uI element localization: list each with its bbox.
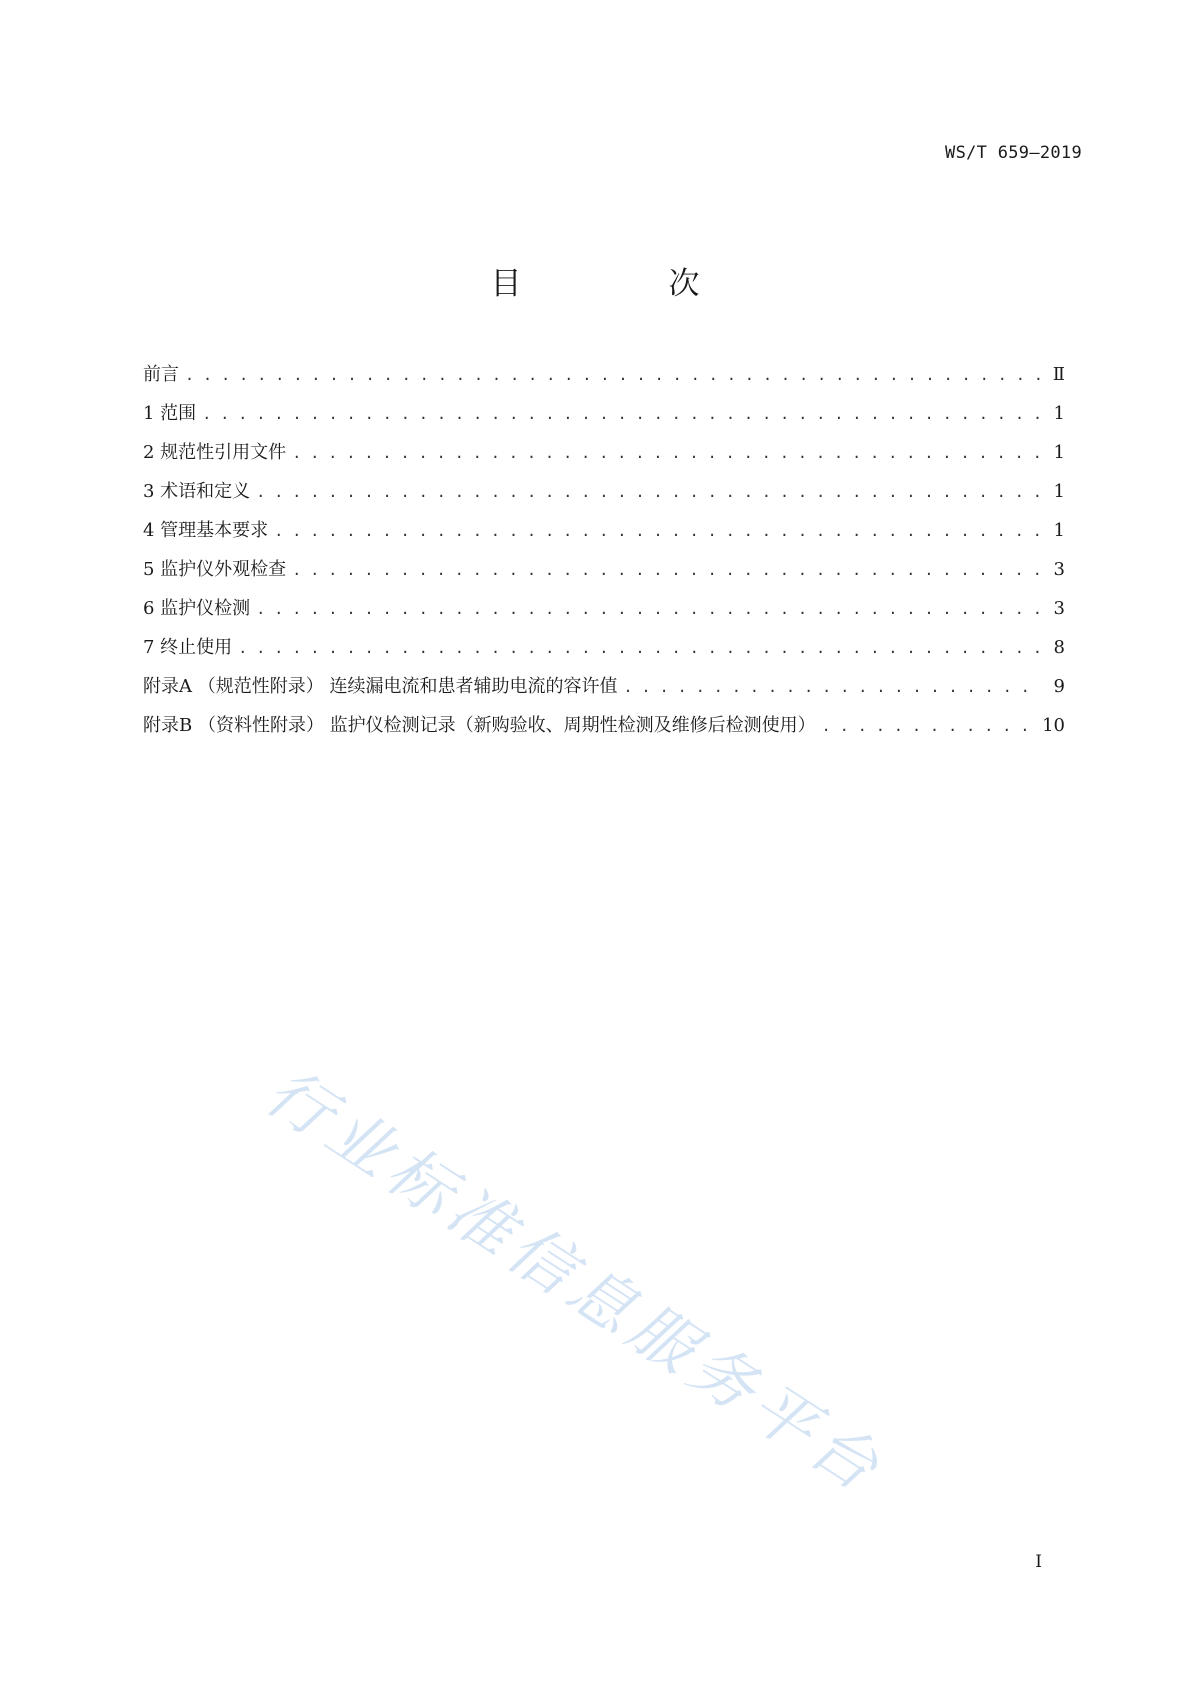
toc-entry-page: 1 (1053, 442, 1065, 463)
toc-entry-page: 10 (1042, 715, 1065, 736)
toc-entry-label: 1 范围 (143, 403, 197, 424)
toc-entry-foreword[interactable] (143, 360, 1065, 399)
table-of-contents (143, 360, 1065, 750)
toc-entry-appendix-b[interactable] (143, 711, 1065, 750)
toc-entry-terms-definitions[interactable] (143, 477, 1065, 516)
toc-entry-page: 9 (1053, 676, 1065, 697)
toc-leader-dots (822, 717, 1036, 735)
toc-leader-dots (185, 366, 1041, 384)
toc-title: 目 次 (490, 266, 758, 302)
page-number: I (1035, 1552, 1042, 1572)
toc-entry-page: 1 (1053, 481, 1065, 502)
toc-leader-dots (256, 600, 1041, 618)
toc-entry-page: 1 (1053, 403, 1065, 424)
toc-entry-basic-requirements[interactable] (143, 516, 1065, 555)
toc-entry-label: 7 终止使用 (143, 637, 233, 658)
toc-entry-monitor-testing[interactable] (143, 594, 1065, 633)
toc-leader-dots (238, 639, 1041, 657)
toc-entry-label: 4 管理基本要求 (143, 520, 269, 541)
watermark: 行业标准信息服务平台 (252, 1055, 897, 1510)
standard-code: WS/T 659—2019 (945, 143, 1082, 163)
toc-entry-label: 3 术语和定义 (143, 481, 251, 502)
toc-leader-dots (623, 678, 1041, 696)
toc-entry-page: 8 (1053, 637, 1065, 658)
toc-entry-appendix-a[interactable] (143, 672, 1065, 711)
toc-leader-dots (202, 405, 1041, 423)
toc-entry-appearance-inspection[interactable] (143, 555, 1065, 594)
toc-entry-scope[interactable] (143, 399, 1065, 438)
toc-entry-label: 5 监护仪外观检查 (143, 559, 287, 580)
toc-entry-termination[interactable] (143, 633, 1065, 672)
toc-entry-label: 6 监护仪检测 (143, 598, 251, 619)
toc-entry-page: 3 (1053, 559, 1065, 580)
toc-leader-dots (292, 561, 1041, 579)
toc-entry-label: 附录A （规范性附录） 连续漏电流和患者辅助电流的容许值 (143, 676, 618, 697)
toc-entry-page: Ⅱ (1052, 364, 1065, 385)
toc-entry-label: 附录B （资料性附录） 监护仪检测记录（新购验收、周期性检测及维修后检测使用） (143, 715, 816, 736)
toc-leader-dots (274, 522, 1041, 540)
toc-entry-page: 1 (1053, 520, 1065, 541)
toc-entry-label: 2 规范性引用文件 (143, 442, 287, 463)
toc-leader-dots (292, 444, 1041, 462)
toc-entry-label: 前言 (143, 364, 179, 385)
toc-entry-page: 3 (1053, 598, 1065, 619)
toc-leader-dots (256, 483, 1041, 501)
toc-entry-normative-references[interactable] (143, 438, 1065, 477)
